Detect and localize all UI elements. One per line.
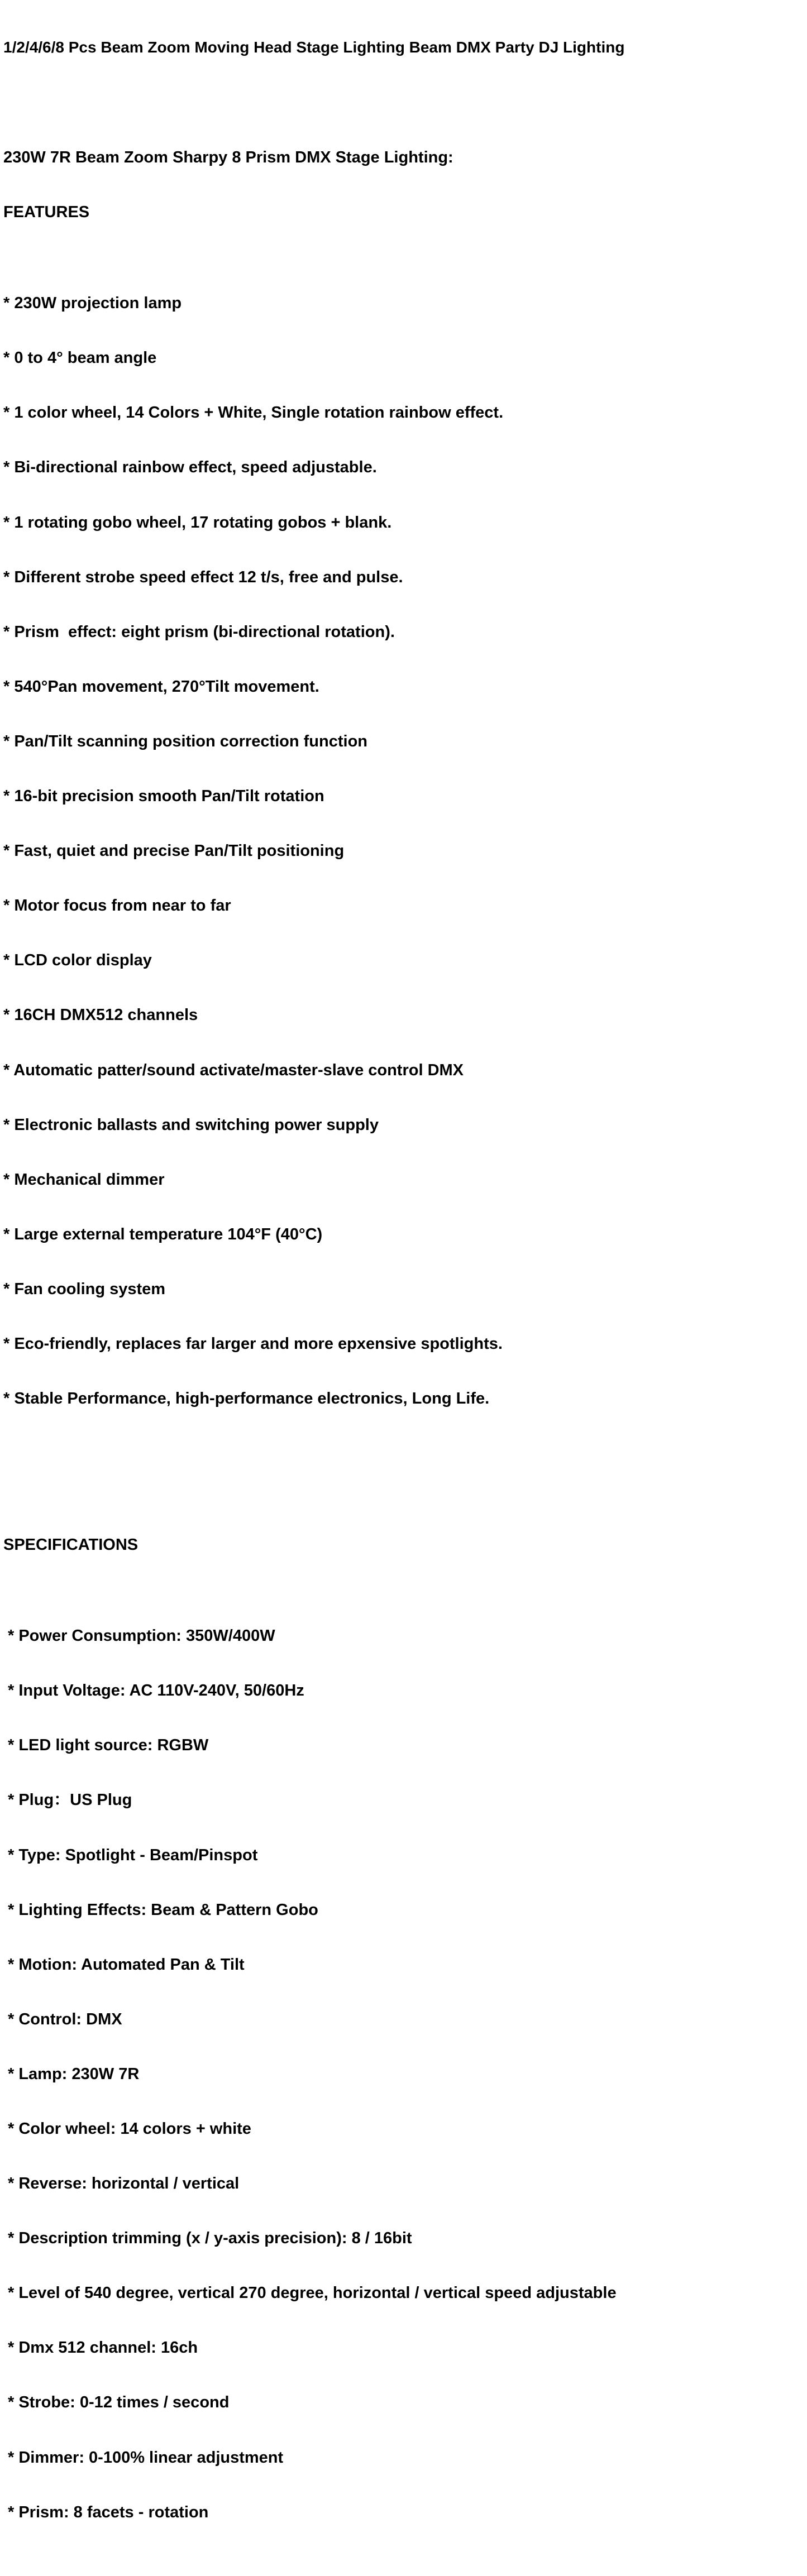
feature-item: * Bi-directional rainbow effect, speed adjustable. — [3, 458, 377, 477]
feature-item: * 540°Pan movement, 270°Tilt movement. — [3, 677, 319, 696]
feature-item: * Mechanical dimmer — [3, 1170, 165, 1189]
spec-item: * LED light source: RGBW — [8, 1736, 209, 1755]
specifications-heading: SPECIFICATIONS — [3, 1535, 139, 1554]
spec-item: * Dmx 512 channel: 16ch — [8, 2339, 198, 2357]
feature-item: * Large external temperature 104°F (40°C) — [3, 1225, 323, 1243]
spec-item: * Description trimming (x / y-axis precision): 8 / 16bit — [8, 2229, 412, 2248]
spec-item: * Motion: Automated Pan & Tilt — [8, 1955, 245, 1974]
feature-item: * Automatic patter/sound activate/master-slave control DMX — [3, 1061, 464, 1079]
feature-item: * Electronic ballasts and switching power supply — [3, 1115, 379, 1134]
spec-item: * Plug：US Plug — [8, 1791, 132, 1809]
spec-item: * Level of 540 degree, vertical 270 degree, horizontal / vertical speed adjustable — [8, 2284, 617, 2302]
feature-item: * LCD color display — [3, 951, 152, 970]
spec-item: * Lamp: 230W 7R — [8, 2065, 140, 2083]
feature-item: * Motor focus from near to far — [3, 897, 231, 915]
feature-item: * 1 color wheel, 14 Colors + White, Single rotation rainbow effect. — [3, 404, 504, 422]
page-title: 1/2/4/6/8 Pcs Beam Zoom Moving Head Stage Lighting Beam DMX Party DJ Lighting — [3, 39, 625, 56]
spec-item: * Input Voltage: AC 110V-240V, 50/60Hz — [8, 1682, 304, 1700]
spacer — [3, 1481, 802, 1500]
spec-item: * Color wheel: 14 colors + white — [8, 2120, 251, 2138]
spacer — [3, 94, 802, 112]
feature-item: * 1 rotating gobo wheel, 17 rotating gobos + blank. — [3, 513, 392, 532]
spec-item: * Reverse: horizontal / vertical — [8, 2175, 240, 2193]
spec-item: * Power Consumption: 350W/400W — [8, 1627, 275, 1645]
specifications-list — [3, 1591, 802, 2558]
features-list — [3, 258, 802, 1444]
spec-item: * Prism: 8 facets - rotation — [8, 2503, 209, 2521]
product-description — [3, 2, 802, 2576]
features-heading: FEATURES — [3, 203, 90, 221]
spec-item: * Control: DMX — [8, 2010, 122, 2028]
feature-item: * Prism effect: eight prism (bi-directional rotation). — [3, 623, 395, 641]
spec-item: * Strobe: 0-12 times / second — [8, 2393, 230, 2412]
feature-item: * Eco-friendly, replaces far larger and more epxensive spotlights. — [3, 1334, 503, 1353]
feature-item: * 0 to 4° beam angle — [3, 349, 157, 367]
feature-item: * Fast, quiet and precise Pan/Tilt positioning — [3, 842, 345, 860]
spec-item: * Lighting Effects: Beam & Pattern Gobo — [8, 1900, 318, 1919]
feature-item: * 16-bit precision smooth Pan/Tilt rotation — [3, 787, 324, 806]
feature-item: * Fan cooling system — [3, 1280, 166, 1298]
feature-item: * 230W projection lamp — [3, 294, 182, 313]
spec-item: * Dimmer: 0-100% linear adjustment — [8, 2448, 284, 2467]
spec-item: * Type: Spotlight - Beam/Pinspot — [8, 1846, 258, 1864]
feature-item: * Stable Performance, high-performance electronics, Long Life. — [3, 1390, 490, 1408]
feature-item: * Pan/Tilt scanning position correction function — [3, 732, 368, 750]
feature-item: * 16CH DMX512 channels — [3, 1006, 198, 1024]
product-subtitle: 230W 7R Beam Zoom Sharpy 8 Prism DMX Stage Lighting: — [3, 148, 453, 166]
feature-item: * Different strobe speed effect 12 t/s, free and pulse. — [3, 568, 403, 586]
